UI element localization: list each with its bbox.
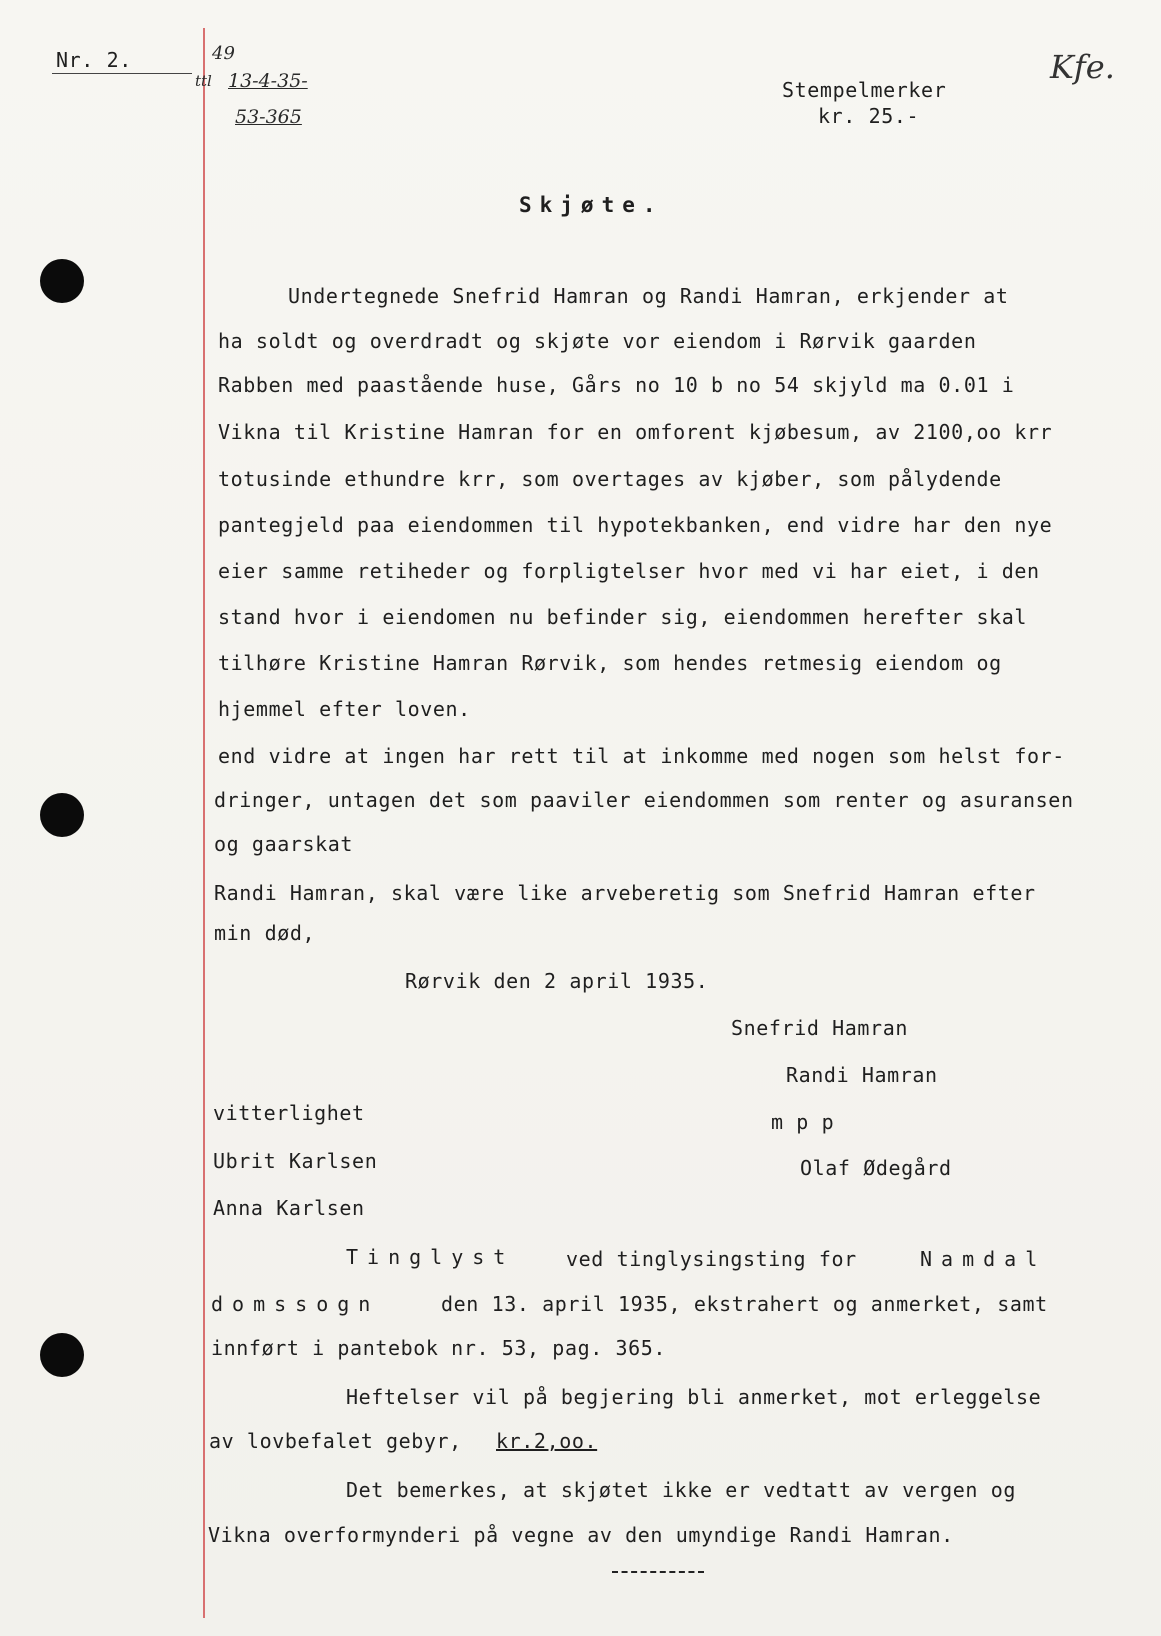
header-rule [52, 73, 192, 74]
body-line: min død, [214, 921, 316, 945]
body-line: end vidre at ingen har rett til at inkomme med nogen som helst for- [218, 744, 1065, 768]
margin-note-number: 49 [212, 43, 235, 64]
body-line: ha soldt og overdradt og skjøte vor eiendom i Rørvik gaarden [218, 329, 977, 353]
binder-hole-top [40, 259, 84, 303]
binder-hole-bottom [40, 1333, 84, 1377]
registration-fee: kr.2,oo. [496, 1429, 598, 1453]
margin-prefix: ttl [195, 72, 212, 90]
witness-ubrit: Ubrit Karlsen [213, 1149, 378, 1173]
signature-snefrid: Snefrid Hamran [731, 1016, 908, 1040]
witness-label: vitterlighet [213, 1101, 365, 1125]
body-line: tilhøre Kristine Hamran Rørvik, som hendes retmesig eiendom og [218, 651, 1002, 675]
clerk-initials: Kfe. [1050, 48, 1115, 86]
registration-namdal: Namdal [920, 1247, 1047, 1271]
document-number: Nr. 2. [56, 48, 132, 72]
body-line: pantegjeld paa eiendommen til hypotekbanken, end vidre har den nye [218, 513, 1053, 537]
margin-rule [203, 28, 205, 1618]
registration-line1: ved tinglysingsting for [566, 1247, 857, 1271]
registration-line6: Det bemerkes, at skjøtet ikke er vedtatt av vergen og [346, 1478, 1016, 1502]
signature-olaf: Olaf Ødegård [800, 1156, 952, 1180]
body-line: Randi Hamran, skal være like arveberetig som Snefrid Hamran efter [214, 881, 1036, 905]
signature-randi: Randi Hamran [786, 1063, 938, 1087]
body-line: Rabben med paastående huse, Gårs no 10 b no 54 skjyld ma 0.01 i [218, 373, 1015, 397]
registration-line4: Heftelser vil på begjering bli anmerket, mot erleggelse [346, 1385, 1042, 1409]
body-line: Vikna til Kristine Hamran for en omforent kjøbesum, av 2100,oo krr [218, 420, 1053, 444]
body-line: eier samme retiheder og forpligtelser hvor med vi har eiet, i den [218, 559, 1040, 583]
body-line: totusinde ethundre krr, som overtages av kjøber, som pålydende [218, 467, 1002, 491]
margin-note-date: 13-4-35- [228, 70, 308, 92]
document-title: Skjøte. [519, 193, 664, 217]
body-line: og gaarskat [214, 832, 354, 856]
stamp-duty-amount: kr. 25.- [818, 104, 920, 128]
registration-line3: innført i pantebok nr. 53, pag. 365. [211, 1336, 667, 1360]
registration-line5: av lovbefalet gebyr, [209, 1429, 462, 1453]
body-line: stand hvor i eiendomen nu befinder sig, eiendommen herefter skal [218, 605, 1028, 629]
signature-mpp: m p p [771, 1110, 835, 1134]
body-line: Undertegnede Snefrid Hamran og Randi Hamran, erkjender at [288, 284, 1009, 308]
registration-domssogn: domssogn [211, 1292, 380, 1316]
body-line: hjemmel efter loven. [218, 697, 471, 721]
margin-note-ref: 53-365 [235, 106, 302, 128]
registration-line7: Vikna overformynderi på vegne av den umyndige Randi Hamran. [208, 1523, 954, 1547]
registration-line2: den 13. april 1935, ekstrahert og anmerket, samt [441, 1292, 1048, 1316]
stamp-duty-label: Stempelmerker [782, 78, 947, 102]
witness-anna: Anna Karlsen [213, 1196, 365, 1220]
closing-dash [612, 1571, 704, 1573]
place-date: Rørvik den 2 april 1935. [405, 969, 709, 993]
binder-hole-middle [40, 793, 84, 837]
body-line: dringer, untagen det som paaviler eiendommen som renter og asuransen [214, 788, 1074, 812]
registration-tinglyst: Tinglyst [346, 1245, 515, 1269]
